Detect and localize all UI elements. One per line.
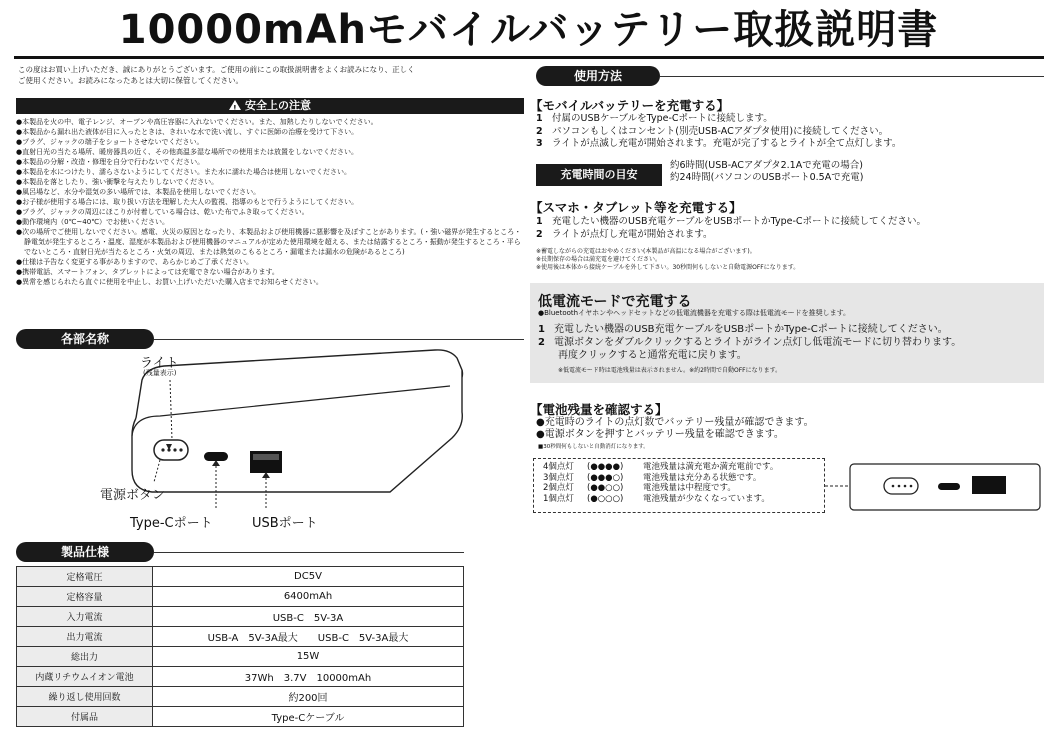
battery-level-desc: 電池残量は満充電か満充電前です。 [643, 462, 779, 472]
safety-item: ●本製品の分解・改造・修理を自分で行わないでください。 [16, 158, 205, 166]
safety-header [16, 98, 524, 114]
charge-phone-steps [536, 216, 1036, 241]
spec-key: 入力電流 [17, 607, 153, 627]
charge-phone-title: 【スマホ・タブレット等を充電する】 [530, 200, 742, 215]
safety-list [16, 117, 524, 287]
page-title: 10000mAhモバイルバッテリー取扱説明書 [118, 7, 939, 53]
led-dot [898, 485, 901, 488]
type-c-port-label: Type-Cポート [130, 516, 213, 531]
safety-item: ●本製品を火の中、電子レンジ、オーブンや高圧容器に入れないでください。また、加熱したりしないでください。 [16, 118, 378, 126]
spec-key: 定格電圧 [17, 567, 153, 587]
led-dot [179, 448, 182, 451]
part-names-header: 各部名称 [16, 329, 154, 349]
title-divider [14, 56, 1044, 59]
safety-item: ●次の場所でご使用しないでください。感電、火災の原因となったり、本製品および使用機器に悪影響を及ぼすことがあります。(・強い磁界が発生するところ・静電気が発生するところ・温度、湿度が本製品および使用機器のマニュアルが定めた使用環境を超える、または結露するところ・振動が発生するところ・平らでないところ・直射日光が当たるところ・火気の周辺、または熱気のこもるところ・漏電または漏水の危険があるところ) [16, 228, 522, 256]
spec-value: USB-A 5V-3A最大 USB-C 5V-3A最大 [153, 627, 464, 647]
warning-icon [229, 100, 241, 110]
step-item: 2 パソコンもしくはコンセント(別売USB-ACアダプタ使用)に接続してください。 [536, 125, 889, 137]
note-line: ※蓄電しながらの充電はおやめください(本製品が高温になる場合がございます)。 [536, 248, 756, 255]
type-c-port-shape [204, 452, 228, 461]
safety-item: ●動作環境内（0℃~40℃）でお使いください。 [16, 218, 170, 226]
safety-item: ●本製品から漏れ出た液体が目に入ったときは、きれいな水で洗い流し、すぐに医師の治療を受けて下さい。 [16, 128, 359, 136]
safety-item: ●風呂場など、水分や湿気の多い場所では、本製品を使用しないでください。 [16, 188, 261, 196]
charge-time-line: 約24時間(パソコンのUSBポート0.5Aで充電) [670, 172, 864, 183]
spec-row [17, 567, 464, 587]
note-line: ※長期保存の場合は満充電を避けてください。 [536, 256, 662, 263]
battery-side-view [822, 458, 1044, 514]
battery-level-row [543, 473, 813, 484]
power-button-shape [154, 440, 188, 460]
battery-level-count: 1個点灯 [543, 493, 574, 504]
step-item: 1 充電したい機器のUSB充電ケーブルをUSBポートかType-Cポートに接続してください。 [536, 216, 927, 227]
led-dot [173, 448, 176, 451]
battery-level-dots: (●○○○) [587, 493, 624, 504]
battery-level-desc: 電池残量が少なくなっています。 [643, 493, 770, 504]
step-item: 1 付属のUSBケーブルをType-Cポートに接続します。 [536, 113, 773, 124]
spec-value: 6400mAh [153, 587, 464, 607]
low-power-steps [538, 323, 1038, 362]
step-item: 2 ライトが点灯し充電が開始されます。 [536, 228, 713, 240]
safety-header-label: 安全上の注意 [245, 99, 311, 112]
low-power-title: 低電流モードで充電する [538, 294, 692, 310]
usb-port-shape [972, 476, 1006, 494]
section-divider [660, 76, 1044, 77]
low-power-note: ●Bluetoothイヤホンやヘッドセットなどの低電流機器を充電する際は低電流モードを推奨します。 [538, 309, 851, 317]
spec-value: 15W [153, 647, 464, 667]
battery-level-count: 3個点灯 [543, 472, 574, 483]
power-button-shape [884, 478, 918, 494]
spec-row [17, 587, 464, 607]
battery-level-row [543, 462, 813, 473]
spec-row [17, 687, 464, 707]
low-power-small: ※低電流モード時は電池残量は表示されません。※約2時間で自動OFFになります。 [558, 367, 782, 374]
battery-check-line: ●充電時のライトの点灯数でバッテリー残量が確認できます。 [536, 417, 814, 428]
usb-port-inner [253, 454, 279, 460]
spec-key: 定格容量 [17, 587, 153, 607]
battery-check-lines [536, 417, 1036, 441]
note-line: ※使用後は本体から接続ケーブルを外して下さい。30秒間何もしないと自動電源OFFになります。 [536, 264, 800, 271]
light-label: ライト [140, 356, 179, 371]
spec-value: USB-C 5V-3A [153, 607, 464, 627]
charge-time-lines [670, 160, 863, 184]
battery-level-count: 2個点灯 [543, 483, 574, 493]
spec-key: 繰り返し使用回数 [17, 687, 153, 707]
spec-key: 総出力 [17, 647, 153, 667]
intro-line: ご使用ください。お読みになったあとは大切に保管してください。 [18, 76, 243, 85]
section-divider [154, 552, 464, 553]
battery-level-dots: (●●○○) [587, 483, 624, 493]
led-dot [161, 448, 164, 451]
led-dot [904, 485, 907, 488]
safety-item: ●異常を感じられたら直ぐに使用を中止し、お買い上げいただいた購入店までお知らせください。 [16, 278, 323, 286]
battery-level-desc: 電池残量は中程度です。 [643, 483, 736, 493]
battery-level-row [543, 494, 813, 505]
step-item: 再度クリックすると通常充電に戻ります。 [558, 350, 747, 361]
intro-line: この度はお買い上げいただき、誠にありがとうございます。ご使用の前にこの取扱説明書をよくお読みになり、正しく [18, 65, 415, 74]
safety-item: ●仕様は予告なく変更する事がありますので、あらかじめご了承ください。 [16, 258, 253, 266]
led-dot [892, 485, 895, 488]
spec-key: 付属品 [17, 707, 153, 727]
battery-level-desc: 電池残量は充分ある状態です。 [643, 472, 762, 483]
intro-text [18, 64, 523, 86]
type-c-port-shape [938, 483, 960, 490]
charge-battery-steps [536, 113, 1036, 151]
safety-item: ●直射日光の当たる場所、暖房器具の近く、その他高温多湿な場所での使用または放置をしないでください。 [16, 148, 358, 156]
battery-level-dots: (●●●○) [587, 472, 624, 483]
usb-port-label: USBポート [252, 516, 318, 531]
charge-time-line: 約6時間(USB-ACアダプタ2.1Aで充電の場合) [670, 160, 863, 171]
spec-key: 出力電流 [17, 627, 153, 647]
battery-check-title: 【電池残量を確認する】 [530, 402, 668, 417]
spec-row [17, 707, 464, 727]
specs-header: 製品仕様 [16, 542, 154, 562]
safety-item: ●携帯電話、スマートフォン、タブレットによっては充電できない場合があります。 [16, 268, 279, 276]
battery-check-line: ●電源ボタンを押すとバッテリー残量を確認できます。 [536, 429, 784, 440]
spec-value: DC5V [153, 567, 464, 587]
safety-item: ●本製品を落としたり、強い衝撃を与えたりしないでください。 [16, 178, 219, 186]
charge-battery-title: 【モバイルバッテリーを充電する】 [530, 98, 730, 113]
usage-header: 使用方法 [536, 66, 660, 86]
spec-row [17, 627, 464, 647]
power-button-label: 電源ボタン [100, 488, 166, 503]
spec-value: Type-Cケーブル [153, 707, 464, 727]
charge-phone-notes [536, 248, 1036, 272]
spec-value: 37Wh 3.7V 10000mAh [153, 667, 464, 687]
battery-level-dots: (●●●●) [587, 462, 624, 472]
battery-check-small: ■30秒間何もしないと自動消灯になります。 [538, 444, 649, 450]
spec-row [17, 647, 464, 667]
safety-item: ●プラグ、ジャックの周辺にほこりが付着している場合は、乾いた布でふき取ってください。 [16, 208, 309, 216]
safety-item: ●本製品を水につけたり、濡らさないようにしてください。また水に濡れた場合は使用しないでください。 [16, 168, 351, 176]
safety-item: ●お子様が使用する場合には、取り扱い方法を理解した大人の監視、指導のもとで行うようにしてください。 [16, 198, 359, 206]
light-sub-label: (残量表示) [143, 369, 177, 377]
step-item: 3 ライトが点滅し充電が開始されます。充電が完了するとライトが全て点灯します。 [536, 138, 902, 149]
battery-level-count: 4個点灯 [543, 462, 574, 472]
battery-level-list [543, 462, 813, 504]
spec-row [17, 667, 464, 687]
spec-row [17, 607, 464, 627]
step-item: 1 充電したい機器のUSB充電ケーブルをUSBポートかType-Cポートに接続してください。 [538, 324, 948, 335]
spec-value: 約200回 [153, 687, 464, 707]
charge-time-label: 充電時間の目安 [536, 164, 662, 186]
step-item: 2 電源ボタンをダブルクリックするとライトがライン点灯し低電流モードに切り替わります。 [538, 337, 962, 348]
safety-item: ●プラグ、ジャックの端子をショートさせないでください。 [16, 138, 204, 146]
spec-key: 内蔵リチウムイオン電池 [17, 667, 153, 687]
spec-table [16, 566, 464, 727]
battery-level-row [543, 483, 813, 494]
led-dot [910, 485, 913, 488]
